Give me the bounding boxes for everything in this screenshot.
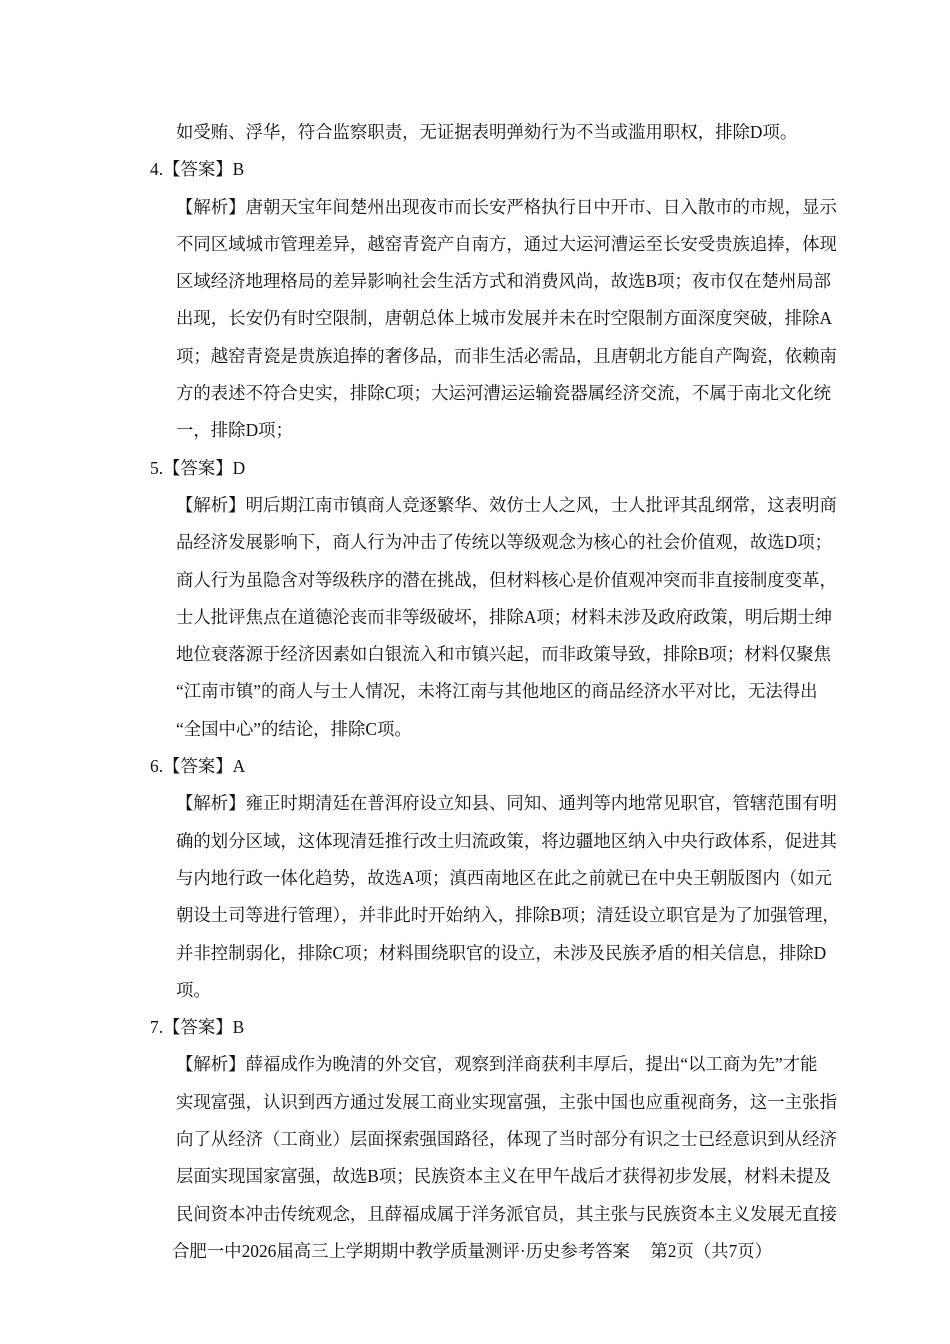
answer-choice: A <box>232 756 246 777</box>
document-page <box>150 114 840 1270</box>
analysis-line: “江南市镇”的商人与士人情况，未将江南与其他地区的商品经济水平对比，无法得出 <box>176 681 818 702</box>
answer-choice: B <box>232 1017 245 1038</box>
analysis-line: 区域经济地理格局的差异影响社会生活方式和消费风尚，故选B项；夜市仅在楚州局部 <box>176 271 832 292</box>
footer-title: 合肥一中2026届高三上学期期中教学质量测评·历史参考答案 <box>172 1240 630 1261</box>
page-footer <box>172 1233 810 1270</box>
footer-page-number: 第2页（共7页） <box>650 1240 773 1261</box>
answer-item <box>150 1009 837 1233</box>
analysis-line: 民间资本冲击传统观念，且薛福成属于洋务派官员，其主张与民族资本主义发展无直接 <box>176 1203 837 1224</box>
answer-item <box>150 450 837 748</box>
analysis-line: 向了从经济（工商业）层面探索强国路径，体现了当时部分有识之士已经意识到从经济 <box>176 1129 837 1150</box>
analysis-line: 【解析】唐朝天宝年间楚州出现夜市而长安严格执行日中开市、日入散市的市规，显示 <box>176 196 837 217</box>
question-number: 6. <box>150 756 164 777</box>
analysis-line: 地位衰落源于经济因素如白银流入和市镇兴起，而非政策导致，排除B项；材料仅聚焦 <box>176 644 832 665</box>
analysis-line: 并非控制弱化，排除C项；材料围绕职官的设立，未涉及民族矛盾的相关信息，排除D <box>176 942 827 963</box>
analysis-line: 方的表述不符合史实，排除C项；大运河漕运运输瓷器属经济交流，不属于南北文化统 <box>176 383 832 404</box>
question-number: 7. <box>150 1017 164 1038</box>
analysis-line: 【解析】薛福成作为晚清的外交官，观察到洋商获利丰厚后，提出“以工商为先”才能 <box>176 1054 818 1075</box>
answer-choice: B <box>232 159 245 180</box>
answer-line <box>150 748 810 785</box>
analysis-line: 品经济发展影响下，商人行为冲击了传统以等级观念为核心的社会价值观，故选D项； <box>176 532 833 553</box>
answer-line <box>150 450 810 487</box>
analysis-line: 项；越窑青瓷是贵族追捧的奢侈品，而非生活必需品，且唐朝北方能自产陶瓷，依赖南 <box>176 345 837 366</box>
answer-line <box>150 1009 810 1046</box>
analysis-line: 项。 <box>176 979 211 1000</box>
analysis-line: 如受贿、浮华，符合监察职责，无证据表明弹劾行为不当或滥用职权，排除D项。 <box>176 122 798 142</box>
analysis-line: 层面实现国家富强，故选B项；民族资本主义在甲午战后才获得初步发展，材料未提及 <box>176 1166 832 1187</box>
analysis-line: 【解析】明后期江南市镇商人竞逐繁华、效仿士人之风，士人批评其乱纲常，这表明商 <box>176 494 837 515</box>
answer-choice: D <box>232 457 246 478</box>
answer-label: 【答案】 <box>163 457 233 478</box>
analysis-line: 商人行为虽隐含对等级秩序的潜在挑战，但材料核心是价值观冲突而非直接制度变革， <box>176 569 837 590</box>
analysis-line: 与内地行政一体化趋势，故选A项；滇西南地区在此之前就已在中央王朝版图内（如元 <box>176 867 833 888</box>
answer-label: 【答案】 <box>163 159 233 180</box>
answer-label: 【答案】 <box>163 1017 233 1038</box>
answer-label: 【答案】 <box>163 756 233 777</box>
analysis-line: “全国中心”的结论，排除C项。 <box>176 718 412 739</box>
analysis-line: 【解析】雍正时期清廷在普洱府设立知县、同知、通判等内地常见职官，管辖范围有明 <box>176 793 837 814</box>
answer-item <box>150 151 837 449</box>
answer-line <box>150 151 810 188</box>
analysis-line: 一，排除D项； <box>176 420 293 441</box>
analysis-line: 出现，长安仍有时空限制，唐朝总体上城市发展并未在时空限制方面深度突破，排除A <box>176 308 833 329</box>
analysis-line: 士人批评焦点在道德沦丧而非等级破坏，排除A项；材料未涉及政府政策，明后期士绅 <box>176 606 833 627</box>
analysis-line: 实现富强，认识到西方通过发展工商业实现富强，主张中国也应重视商务，这一主张指 <box>176 1091 837 1112</box>
question-number: 4. <box>150 159 164 180</box>
analysis-line: 确的划分区域，这体现清廷推行改土归流政策，将边疆地区纳入中央行政体系，促进其 <box>176 830 837 851</box>
answer-item <box>150 748 840 1009</box>
answer-content <box>150 114 840 1233</box>
question-number: 5. <box>150 457 164 478</box>
analysis-line: 朝设土司等进行管理），并非此时开始纳入，排除B项；清廷设立职官是为了加强管理， <box>176 905 840 926</box>
analysis-line: 不同区域城市管理差异，越窑青瓷产自南方，通过大运河漕运至长安受贵族追捧，体现 <box>176 233 837 254</box>
